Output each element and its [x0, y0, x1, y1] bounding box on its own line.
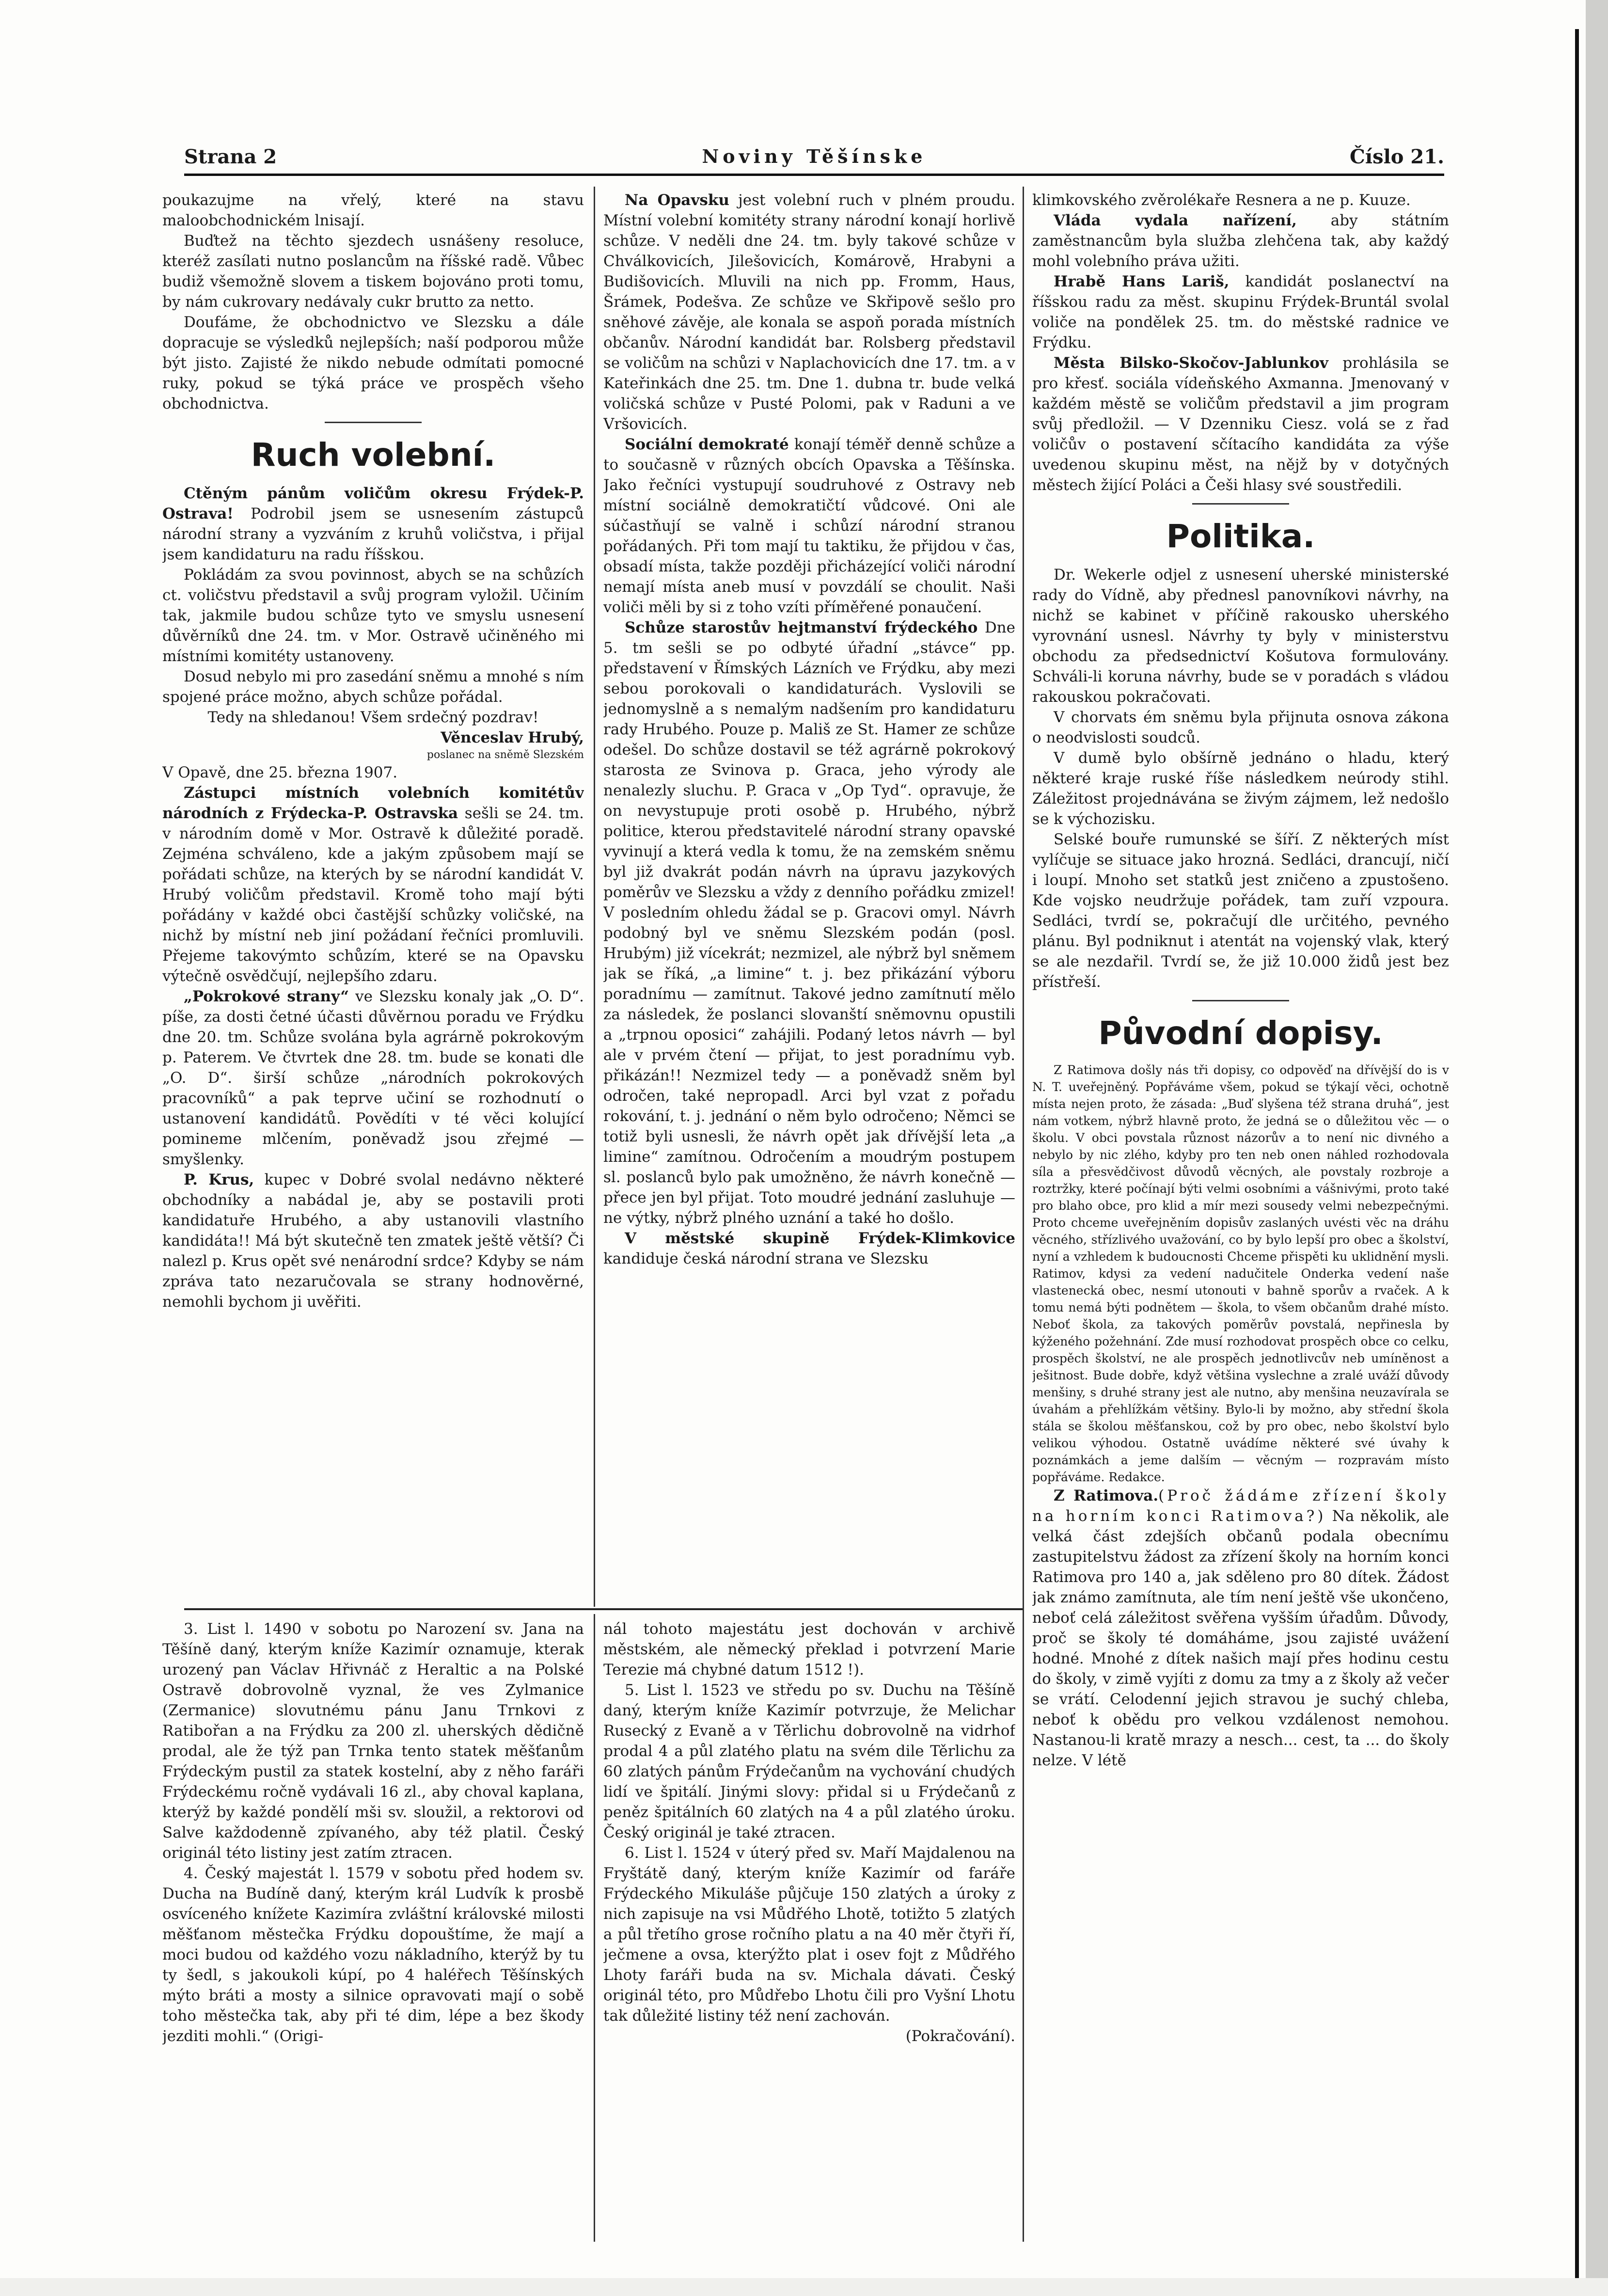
- paragraph: 3. List l. 1490 v sobotu po Narození sv. Jana na Těšíně daný, kterým kníže Kazimír oznamuje, kterak urozený pan Václav Hřivnáč z Heraltic a na Polské Ostravě dobrovolně vyznal, že ves Zylmanice (Zermanice) slovutnému pánu Janu Trnkovi z Ratibořan a na Frýdku za 200 zl. uherských dědičně prodal, ale že týž pan Trnka tento statek měšťanům Frýdeckým pustil za statek kostelní, aby z něho faráři Frýdeckému ročně vydávali 16 zl., aby choval kaplana, kterýž by každé pondělí mši sv. sloužil, a rektorovi od Salve každodenně zpívaného, aby též platil. Český originál této listiny jest zatím ztracen.: [162, 1620, 584, 1862]
- paragraph-lead: „Pokrokové strany“: [184, 988, 349, 1005]
- paragraph: [1032, 1486, 1449, 1771]
- column-rule-2: [1023, 187, 1024, 2242]
- dateline: V Opavě, dne 25. března 1907.: [162, 764, 398, 781]
- editorial-note: Z Ratimova došly nás tři dopisy, co odpověď na dřívější do is v N. T. uveřejněný. Popřáváme všem, pokud se týkají věci, ochotně místa nejen proto, že zásada: „Buď slyšena též strana druhá“, jest nám votkem, nýbrž hlavně proto, že jedná se o důležitou věc — o školu. V obci povstala různost názorův a to není nic divného a nebylo by nic zlého, kdyby pro ten neb onen náhled rozhodovala síla a přesvědčivost důvodů věcných, ale povstaly rozbroje a roztržky, které počínají býti velmi osobními a vášnivými, proto také pro blaho obce, pro klid a mír mezi sousedy velmi nebezpečnými. Proto chceme uveřejněním dopisův zaslaných uvésti věc na dráhu věcného, střízlivého uvažování, co by bylo lepší pro obec a školství, nyní a vzhledem k budoucnosti Chceme přispěti ku uklidnění mysli. Ratimov, kdysi za vedení nadučitele Onderka vedení naše vlastenecká obec, nesmí utonouti v bahně sporův a rvaček. A k tomu nemá býti podnětem — škola, to všem občanům drahé místo. Neboť škola, za takových poměrův povstalá, nepřinesla by kýženého požehnání. Zde musí rozhodovat prospěch obce co celku, prospěch školství, ne ale prospěch jednotlivcův neb umíněnost a ješitnost. Bude dobře, když většina vyslechne a zralé uváží důvody menšiny, s druhé strany jest ale nutno, aby menšina neuzavírala se úvahám a přehlížkám většiny. Bylo-li by možno, aby střední škola stála se školou měšťanskou, což by pro obec, nebo školství bylo velikou výhodou. Ostatně uvádíme některé své úvahy k poznámkách a jeme dalším — věcným — rozpravám místo popřáváme. Redakce.: [1032, 1063, 1449, 1484]
- paragraph-lead: P. Krus,: [184, 1171, 254, 1188]
- scan-border-bottom: [0, 2278, 1608, 2296]
- paragraph: [603, 618, 1015, 1228]
- paragraph-lead: Sociální demokraté: [625, 436, 789, 453]
- paragraph: [162, 986, 584, 1170]
- header-rule: [184, 174, 1444, 176]
- paragraph: Pokládám za svou povinnost, abych se na schůzích ct. voličstvu představil a svůj program vyložil. Učiním tak, jakmile budou schůze tyto ve smyslu usnesení důvěrníků dne 24. tm. v Mor. Ostravě učiněného mi místními komitéty ustanoveny.: [162, 566, 584, 665]
- paragraph-body: kandidát poslanectví na říšskou radu za měst. skupinu Frýdek-Bruntál svolal voliče na pondělek 25. tm. do městské radnice ve Frýdku.: [1032, 273, 1449, 351]
- page-header: [184, 145, 1444, 170]
- scan-edge-line: [1575, 29, 1579, 2283]
- section-heading-election: Ruch volební.: [251, 436, 496, 474]
- paragraph-body: konají téměř denně schůze a to současně v různých obcích Opavska a Těšínska. Jako řečníci vystupují soudruhové z Ostravy neb místní sociálně demokratičtí vůdcové. Oni ale súčastňují se valně i schůzí národní stranou pořádaných. Při tom mají tu taktiku, že přijdou v čas, obsadí místa, takže později přicházející voliči národní nemají místa aneb musí v povzdálí se choulit. Naši voliči měli by si z toho vzíti příměřené ponaučení.: [603, 436, 1015, 616]
- paragraph-lead: Z Ratimova.: [1054, 1487, 1159, 1504]
- paragraph-lead: Zástupci místních volebních komitétův národních z Frýdecka-P. Ostravska: [162, 784, 584, 822]
- paragraph-lead: Ctěným pánům voličům okresu Frýdek-P. Ostrava!: [162, 485, 584, 523]
- section-rule: [184, 1608, 1023, 1610]
- paragraph: 6. List l. 1524 v úterý před sv. Maří Majdalenou na Fryštátě daný, kterým kníže Kazimír od faráře Frýdeckého Mikuláše půjčuje 150 zlatých a úroky z nich zapisuje na vsi Můdřého Lhotě, totižto 5 zlatých a půl třetího grose ročního platu a na 40 měr čtyři ří, ječmene a ovsa, kterýžto plat i osev fojt z Můdřého Lhoty faráři buda na sv. Michala dávati. Český originál této, pro Můdřebo Lhotu čili pro Vyšní Lhotu tak důležité listiny též není zachován.: [603, 1844, 1015, 2025]
- paragraph: [1032, 210, 1449, 271]
- newspaper-title: Noviny Těšínske: [702, 145, 927, 167]
- scan-border-right: [1586, 0, 1608, 2296]
- paragraph: klimkovského zvěrolékaře Resnera a ne p. Kuuze.: [1032, 191, 1411, 209]
- paragraph: poukazujme na vřelý, které na stavu maloobchodnickém lnisají.: [162, 191, 584, 229]
- paragraph: [603, 190, 1015, 434]
- paragraph-body: kandiduje česká národní strana ve Slezsku: [603, 1250, 929, 1267]
- paragraph-body: Dne 5. tm sešli se po odbyté úřadní „stávce“ pp. představení v Římských Lázních ve Frýdku, aby mezi sebou porokovali o kandidaturách. Vyslovili se jednomyslně a s nemalým nadšením pro kandidaturu rady Hrubého. Pouze p. Mališ ze St. Hamer ze schůze odešel. Do schůze dostavil se též agrárně pokrokový starosta ze Svinova p. Graca, jeho výrody ale nenalezly sluchu. P. Graca v „Op Tyd“. opravuje, že on nevystupuje proti osobě p. Hrubého, nýbrž politice, kterou představitelé národní strany opavské vyvinují a která vedla k tomu, že na zemském sněmu byl již dvakrát podán návrh na úpravu jazykových poměrův ve Slezsku a vždy z denního pořádku zmizel! V posledním ohledu žádal se p. Gracovi omyl. Návrh podobný byl ve sněmu Slezském podán (posl. Hrubým) již vícekrát; nezmizel, ale nýbrž byl sněmem jak se říká, „a limine“ t. j. bez přikázání výboru poradnímu — zamítnut. Takové jedno zamítnutí mělo za následek, že poslanci slovanští sněmovnu opustili a „trpnou oposici“ zahájili. Podaný letos návrh — byl ale v prvém čtení — přijat, to jest poradnímu vyb. přikázán!! Nezmizel tedy — a poněvadž sněm byl odročen, také nepropadl. Arci byl vzat z pořadu rokování, t. j. jednání o něm bylo odročeno; Němci se totiž byli usnesli, že návrh opět jak dřívější leta „a limine“ zamítnou. Odročením a moudrým postupem sl. poslanců bylo pak umožněno, že návrh konečně — přece jen byl přijat. Toto moudré jednání zasluhuje — ne výtky, nýbrž plného uznání a také ho došlo.: [603, 619, 1015, 1227]
- divider: [325, 422, 422, 423]
- page-number: Strana 2: [184, 145, 277, 168]
- paragraph: [1032, 353, 1449, 495]
- signature-name: Věnceslav Hrubý,: [441, 729, 584, 746]
- paragraph-body: Na několik, ale velká část zdejších občanů podala obecnímu zastupitelstvu žádost za zřízení školy na horním konci Ratimova pro 140 a, jak sděleno pro 80 dítek. Žádost jak známo zamítnuta, ale tím není ještě vše ukončeno, neboť celá záležitost svěřena vyšším úřadům. Důvody, proč se školy té domáháme, jsou zajisté uvážení hodné. Mnohé z dítek našich mají přes hodinu cestu do školy, v zimě vyjíti z domu za tmy a z školy až večer se vrátí. Celodenní jejich stravou je suchý chleba, neboť k obědu pro velkou vzdálenost nemohou. Nastanou-li kratě mrazy a nesch... cest, ta ... do školy nelze. V létě: [1032, 1507, 1449, 1769]
- column-2: [603, 190, 1015, 1603]
- paragraph: Doufáme, že obchodnictvo ve Slezsku a dále dopracuje se výsledků nejlepších; naší podporou může být jisto. Zajisté že nikdo nebude odmítati pomocné ruky, pokud se týká práce ve prospěch všeho obchodnictva.: [162, 314, 584, 412]
- lower-column-1: [162, 1619, 584, 2244]
- section-heading-politics: Politika.: [1166, 518, 1315, 555]
- paragraph: Selské bouře rumunské se šíří. Z některých míst vylíčuje se situace jako hrozná. Sedláci, drancují, ničí i loupí. Mnoho set statků jest zničeno a zpustošeno. Kde vojsko neudržuje pořádek, tam zuří vzpoura. Sedláci, tvrdí se, pokračují dle určitého, pevného plánu. Byl podniknut i atentát na vojenský vlak, který se ale nezdařil. Tvrdí se, že již 10.000 židů jest bez přístřeší.: [1032, 831, 1449, 991]
- paragraph: nál tohoto majestátu jest dochován v archivě městském, ale německý překlad i potvrzení Marie Terezie má chybné datum 1512 !).: [603, 1620, 1015, 1678]
- paragraph: V chorvats ém sněmu byla přijnuta osnova zákona o neodvislosti soudců.: [1032, 709, 1449, 746]
- paragraph: V dumě bylo obšírně jednáno o hladu, který některé kraje ruské říše následkem neúrody stihl. Záležitost projednávána se živým zájmem, lež nedošlo se k výchozisku.: [1032, 749, 1449, 828]
- paragraph-body: aby státním zaměstnancům byla služba zlehčena tak, aby každý mohl volebního práva užiti.: [1032, 212, 1449, 270]
- paragraph-lead: Schůze starostův hejtmanství frýdeckého: [625, 619, 978, 636]
- column-rule-1: [594, 187, 595, 1607]
- paragraph-lead: Na Opavsku: [625, 191, 729, 209]
- paragraph-body: prohlásila se pro křesť. sociála vídeňského Axmanna. Jmenovaný v každém městě se voličům představil a jim program svůj předložil. — V Dzenniku Ciesz. volá se z řad voličův o postavení sčítacího kandidáta za výše uvedenou skupinu měst, na nějž by v dotyčných městech žijící Poláci a Češi hlasy své soustředili.: [1032, 354, 1449, 494]
- section-heading-letters: Původní dopisy.: [1098, 1014, 1383, 1052]
- column-3: [1032, 190, 1449, 2255]
- divider: [1192, 503, 1289, 505]
- column-1: [162, 190, 584, 1603]
- paragraph: [162, 1170, 584, 1312]
- paragraph: 4. Český majestát l. 1579 v sobotu před hodem sv. Ducha na Budíně daný, kterým král Ludvík k prosbě osvíceného knížete Kazimíra zvláštní královské milosti měšťanom městečka Frýdku dopouštíme, že mají a moci budou od každého vozu nákladního, kterýž by tu ty šedl, s jakoukoli kúpí, po 4 haléřech Těšínských mýto bráti a mosty a silnice opravovati mají o sobě toho městečka tak, aby při té dim, lépe a bez škody jezditi mohli.“ (Origi-: [162, 1865, 584, 2045]
- paragraph-body: Podrobil jsem se usnesením zástupců národní strany a vyzváním z kruhů voličstva, i přijal jsem kandidaturu na radu říšskou.: [162, 505, 584, 563]
- paragraph-subtitle: (Proč žádáme zřízení školy na horním konci Ratimova?): [1032, 1487, 1449, 1525]
- divider: [1192, 1000, 1289, 1001]
- paragraph-body: sešli se 24. tm. v národním domě v Mor. Ostravě k důležité poradě. Zejména schváleno, kde a jakým způsobem mají se pořádati schůze, na kterých by se národní kandidát V. Hrubý voličům představil. Kromě toho mají býti pořádány v každé obci častější schůzky voličské, na nichž by místní neb jiní požádaní řečníci promluvili. Přejeme takovýmto schůzím, které se na Opavsku výtečně osvědčují, nejlepšího zdaru.: [162, 805, 584, 985]
- paragraph: Dosud nebylo mi pro zasedání sněmu a mnohé s ním spojené práce možno, abych schůze pořádal.: [162, 668, 584, 706]
- paragraph: [162, 783, 584, 986]
- paragraph: Dr. Wekerle odjel z usnesení uherské ministerské rady do Vídně, aby přednesl panovníkovi návrhy, na nichž se kabinet v příčině rakousko uherského vyrovnání usnesl. Návrhy ty byly v ministerstvu obchodu za předsednictví Košutova formulovány. Schváli-li koruna návrhy, bude se v poradách s vládou rakouskou pokračovati.: [1032, 566, 1449, 706]
- paragraph: [1032, 271, 1449, 353]
- paragraph: [603, 1228, 1015, 1269]
- issue-number: Číslo 21.: [1350, 145, 1444, 168]
- paragraph: Buďtež na těchto sjezdech usnášeny resoluce, kteréž zasílati nutno poslancům na říšské radě. Vůbec budiž všemožně slovem a tiskem bojováno proti tomu, by nám cukrovary nedávaly cukr brutto za netto.: [162, 232, 584, 311]
- paragraph: [162, 483, 584, 565]
- paragraph-lead: Města Bilsko-Skočov-Jablunkov: [1054, 354, 1328, 372]
- paragraph-lead: Vláda vydala nařízení,: [1054, 212, 1297, 229]
- lower-column-2: [603, 1619, 1015, 2244]
- paragraph-body: kupec v Dobré svolal nedávno některé obchodníky a nabádal je, aby se postavili proti kandidatuře Hrubého, a aby ustanovili vlastního kandidáta!! Má být skutečně ten zmatek ještě větší? Či nalezl p. Krus opět své nenárodní srdce? Kdyby se nám zpráva tato nezaručovala se strany hodnověrné, nemohli bychom ji uvěřiti.: [162, 1171, 584, 1311]
- paragraph-lead: Hrabě Hans Lariš,: [1054, 273, 1230, 290]
- paragraph-body: jest volební ruch v plném proudu. Místní volební komitéty strany národní konají horlivě schůze. V neděli dne 24. tm. byly takové schůze v Chválkovicích, Jilešovicích, Komárově, Hrabyni a Budišovicích. Mluvili na nich pp. Fromm, Haus, Šrámek, Podešva. Ze schůze ve Skřipově sešlo pro sněhové závěje, ale konala se aspoň porada místních občanův. Národní kandidát bar. Rolsberg představil se voličům na schůzi v Naplachovicích dne 17. tm. a v Kateřinkách dne 25. tm. Dne 1. dubna tr. bude velká voličská schůze v Pusté Polomi, pak v Raduni a ve Vršovicích.: [603, 191, 1015, 433]
- paragraph-body: ve Slezsku konaly jak „O. D“. píše, za dosti četné účasti důvěrnou poradu ve Frýdku dne 20. tm. Schůze svolána byla agrárně pokrokovým p. Paterem. Ve čtvrtek dne 28. tm. bude se konati dle „O. D“. širší schůze „národních pokrokových pracovníků“ a pak teprve učiní se rozhodnutí o ustanovení kandidátů. Povědíti v té věci kolující pomineme mlčením, poněvadž jsou zřejmé — smyšlenky.: [162, 988, 584, 1168]
- paragraph: [603, 434, 1015, 618]
- paragraph-lead: V městské skupině Frýdek-Klimkovice: [625, 1230, 1015, 1247]
- signature-title: poslanec na sněmě Slezském: [426, 749, 584, 761]
- paragraph: Tedy na shledanou! Všem srdečný pozdrav!: [207, 709, 539, 726]
- continued-note: (Pokračování).: [905, 2027, 1015, 2045]
- column-rule-lower: [594, 1614, 595, 2242]
- paragraph: 5. List l. 1523 ve středu po sv. Duchu na Těšíně daný, kterým kníže Kazimír potvrzuje, že Melichar Rusecký z Evaně a v Těrlichu dobrovolně na vidrhof prodal 4 a půl zlatého platu na svém dile Těrlichu za 60 zlatých pánům Frýdečanům na vychování chudých lidí ve špitálí. Jinými slovy: přidal si u Frýdečanů z peněz špitálních 60 zlatých na 4 a půl zlatého úroku. Český originál je také ztracen.: [603, 1681, 1015, 1841]
